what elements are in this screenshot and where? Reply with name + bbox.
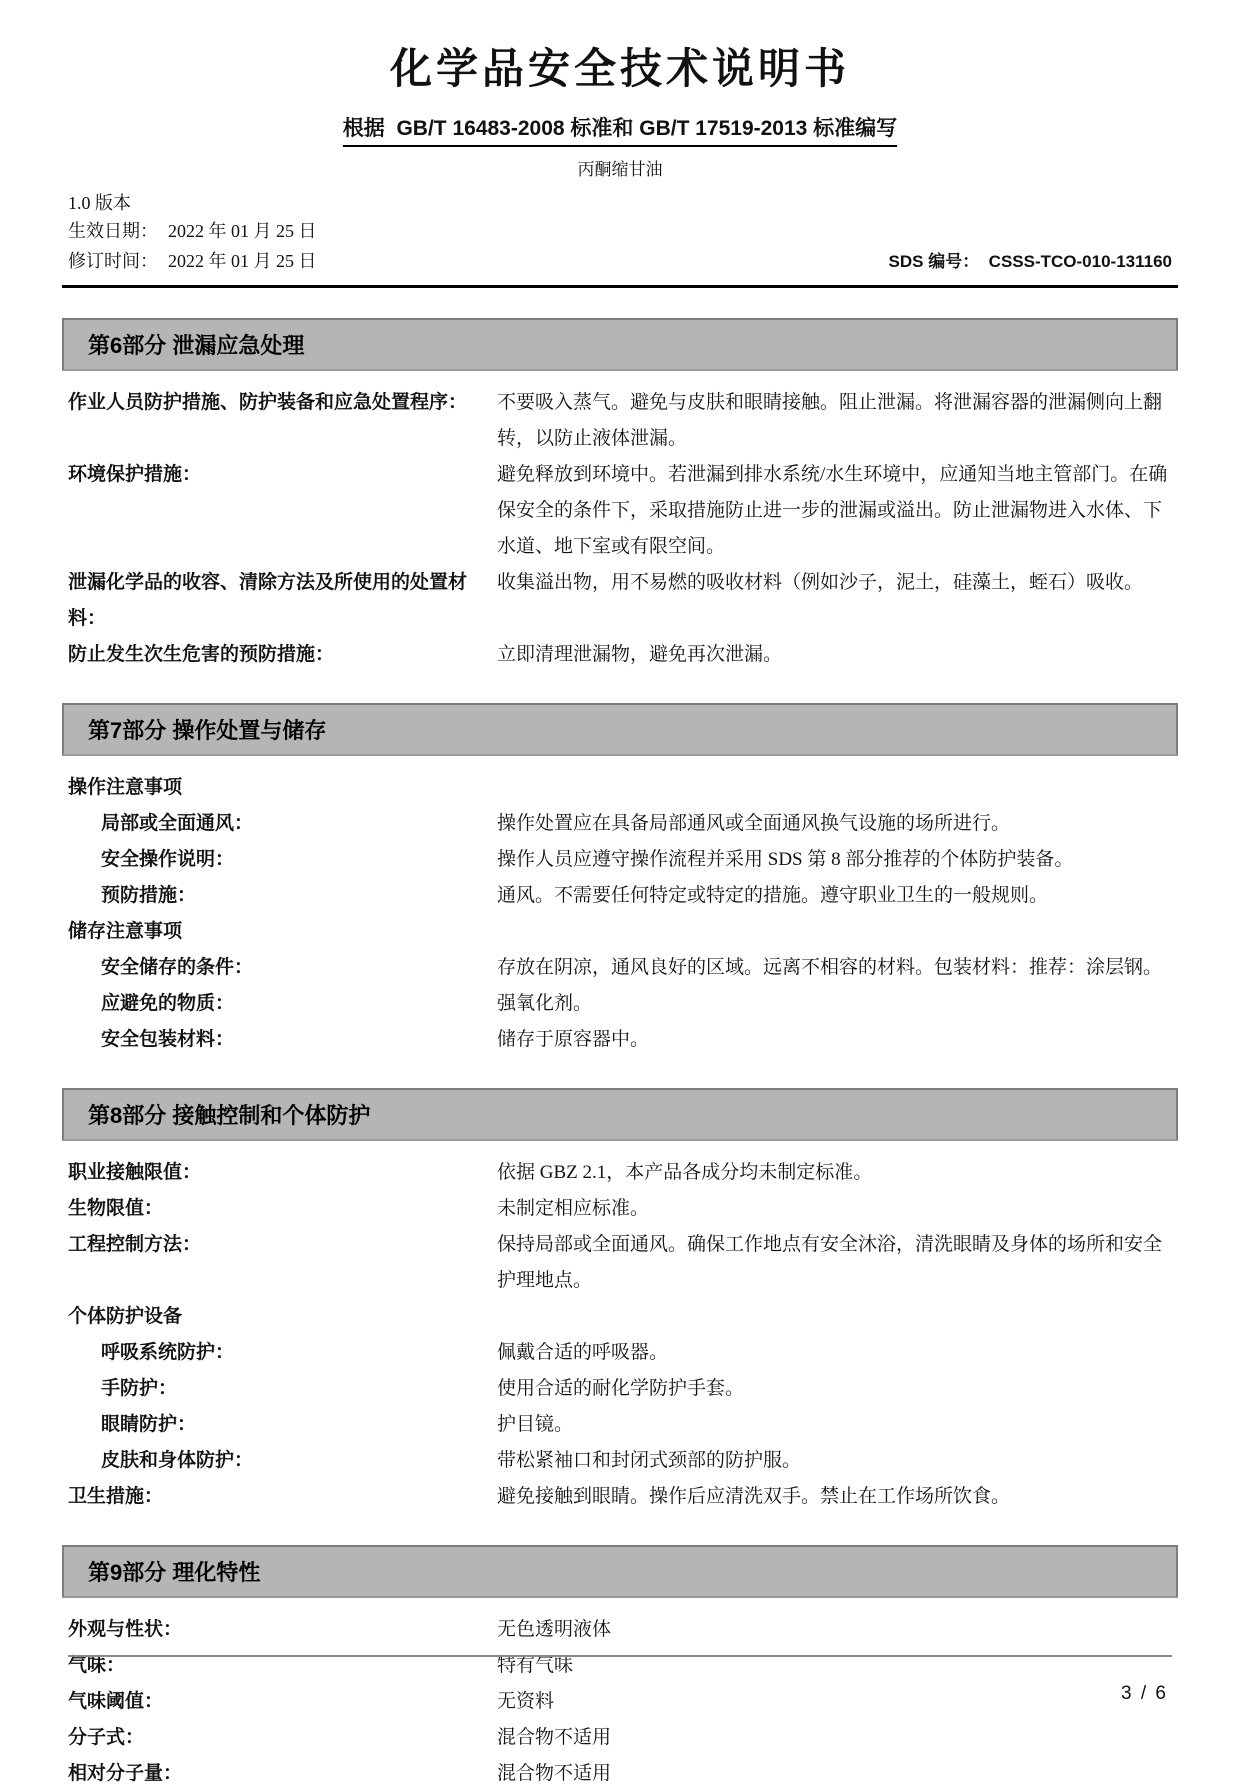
field-row [68,637,1172,673]
field-value: 不要吸入蒸气。避免与皮肤和眼睛接触。阻止泄漏。将泄漏容器的泄漏侧向上翻转，以防止液体泄漏。 [497,392,1163,449]
field-value: 通风。不需要任何特定或特定的措施。遵守职业卫生的一般规则。 [497,885,1049,906]
group-label: 储存注意事项 [68,921,183,942]
field-row [68,878,1172,914]
revision-date-value: 2022 年 01 月 25 日 [168,251,317,271]
field-label: 防止发生次生危害的预防措施： [68,644,335,665]
field-row [68,385,1172,457]
field-row [68,1443,1172,1479]
footer-divider [68,1655,1172,1657]
document-meta [68,190,1172,277]
field-row [68,565,1172,637]
section-heading: 第6部分 泄漏应急处理 [88,333,305,358]
field-value: 储存于原容器中。 [497,1029,650,1050]
field-row [68,1407,1172,1443]
field-label: 安全储存的条件： [101,957,254,978]
field-row [68,457,1172,565]
field-label: 外观与性状： [68,1619,183,1640]
field-label: 气味阈值： [68,1691,164,1712]
field-row [68,1479,1172,1515]
page-number: 3 / 6 [1121,1683,1168,1704]
version-text: 1.0 版本 [68,193,131,213]
field-value: 佩戴合适的呼吸器。 [497,1342,669,1363]
field-label: 气味： [68,1655,126,1676]
field-label: 作业人员防护措施、防护装备和应急处置程序： [68,392,468,413]
field-value: 带松紧袖口和封闭式颈部的防护服。 [497,1450,802,1471]
field-row [68,1191,1172,1227]
field-value: 混合物不适用 [497,1763,612,1784]
group-row [68,770,1172,806]
field-label: 呼吸系统防护： [101,1342,235,1363]
field-label: 工程控制方法： [68,1234,202,1255]
field-row [68,1371,1172,1407]
field-value: 使用合适的耐化学防护手套。 [497,1378,745,1399]
section-heading: 第7部分 操作处置与储存 [88,718,327,743]
revision-date-row [68,246,1172,277]
section-heading: 第8部分 接触控制和个体防护 [88,1103,371,1128]
field-row [68,1022,1172,1058]
field-row [68,1756,1172,1792]
field-value: 收集溢出物，用不易燃的吸收材料（例如沙子，泥土，硅藻土，蛭石）吸收。 [497,572,1144,593]
section-8-header-bar [62,1088,1178,1141]
product-name: 丙酮缩甘油 [577,160,663,179]
revision-date-label: 修订时间： [68,251,158,271]
field-row [68,950,1172,986]
section-heading: 第9部分 理化特性 [88,1560,261,1585]
field-row [68,1335,1172,1371]
document-subtitle-wrap [68,112,1172,147]
field-row [68,806,1172,842]
standards-subtitle: 根据 GB/T 16483-2008 标准和 GB/T 17519-2013 标准编写 [343,112,897,147]
field-label: 卫生措施： [68,1486,164,1507]
page-footer [0,1655,1240,1755]
field-row [68,842,1172,878]
field-row [68,1227,1172,1299]
field-value: 操作人员应遵守操作流程并采用 SDS 第 8 部分推荐的个体防护装备。 [497,849,1074,870]
section-7-handling-storage [68,703,1172,1058]
field-value: 混合物不适用 [497,1727,612,1748]
header-divider [62,285,1178,288]
field-value: 护目镜。 [497,1414,574,1435]
field-label: 手防护： [101,1378,178,1399]
field-label: 安全操作说明： [101,849,235,870]
field-label: 应避免的物质： [101,993,235,1014]
field-value: 避免释放到环境中。若泄漏到排水系统/水生环境中，应通知当地主管部门。在确保安全的条件下，采取措施防止进一步的泄漏或溢出。防止泄漏物进入水体、下水道、地下室或有限空间。 [497,464,1168,557]
field-value: 立即清理泄漏物，避免再次泄漏。 [497,644,783,665]
field-label: 安全包装材料： [101,1029,235,1050]
field-value: 存放在阴凉，通风良好的区域。远离不相容的材料。包装材料：推荐：涂层钢。 [497,957,1163,978]
field-value: 保持局部或全面通风。确保工作地点有安全沐浴，清洗眼睛及身体的场所和安全护理地点。 [497,1234,1163,1291]
field-row [68,986,1172,1022]
section-9-header-bar [62,1545,1178,1598]
field-value: 特有气味 [497,1655,574,1676]
section-8-exposure-controls [68,1088,1172,1515]
version-row [68,190,1172,216]
field-value: 强氧化剂。 [497,993,593,1014]
field-label: 分子式： [68,1727,145,1748]
field-value: 无色透明液体 [497,1619,612,1640]
field-label: 预防措施： [101,885,197,906]
field-row [68,1155,1172,1191]
section-6-spill-response [68,318,1172,673]
effective-date-value: 2022 年 01 月 25 日 [168,221,317,241]
sds-number: SDS 编号： CSSS-TCO-010-131160 [888,252,1172,271]
field-value: 未制定相应标准。 [497,1198,650,1219]
field-value: 避免接触到眼睛。操作后应清洗双手。禁止在工作场所饮食。 [497,1486,1011,1507]
field-label: 泄漏化学品的收容、清除方法及所使用的处置材料： [68,572,468,629]
section-7-header-bar [62,703,1178,756]
document-title: 化学品安全技术说明书 [389,47,850,93]
group-row [68,914,1172,950]
group-label: 操作注意事项 [68,777,183,798]
effective-date-row [68,216,1172,246]
field-row [68,1612,1172,1648]
field-value: 无资料 [497,1691,555,1712]
field-label: 局部或全面通风： [101,813,254,834]
effective-date-label: 生效日期： [68,221,158,241]
field-label: 环境保护措施： [68,464,202,485]
field-label: 生物限值： [68,1198,164,1219]
field-label: 相对分子量： [68,1763,183,1784]
field-value: 依据 GBZ 2.1，本产品各成分均未制定标准。 [497,1162,873,1183]
field-label: 职业接触限值： [68,1162,202,1183]
section-6-header-bar [62,318,1178,371]
field-value: 操作处置应在具备局部通风或全面通风换气设施的场所进行。 [497,813,1011,834]
group-label: 个体防护设备 [68,1306,183,1327]
field-label: 眼睛防护： [101,1414,197,1435]
group-row [68,1299,1172,1335]
field-label: 皮肤和身体防护： [101,1450,254,1471]
